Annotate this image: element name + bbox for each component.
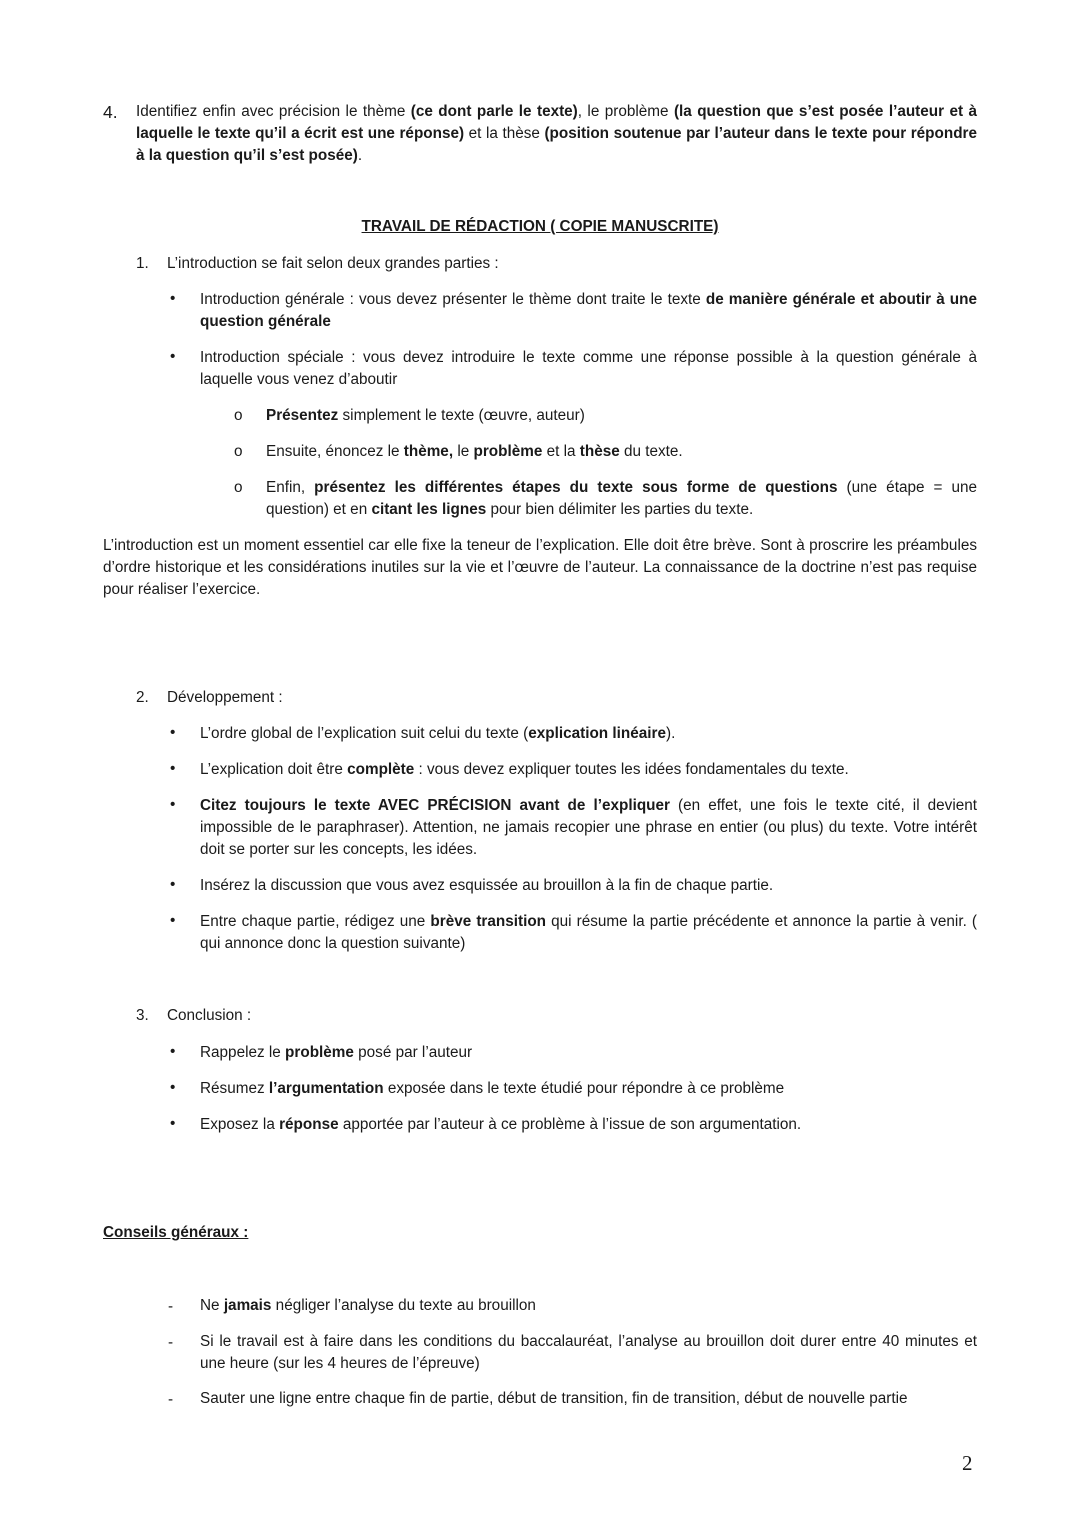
- intro-sub-presentez: Présentez simplement le texte (œuvre, auteur): [266, 407, 585, 424]
- dev-bullet-citez: Citez toujours le texte AVEC PRÉCISION avant de l’expliquer (en effet, une fois le texte cité, il devient impossible de le paraphraser). Attention, ne jamais recopier une phrase en entier (ou plus) du texte. Votre intérêt doit se porter sur les concepts, les idées.: [200, 797, 977, 858]
- intro-paragraph: L’introduction est un moment essentiel car elle fixe la teneur de l’explication. Elle doit être brève. Sont à proscrire les préambules d’ordre historique et les considérations inutiles sur la vie et l’œuvre de l’auteur. La connaissance de la doctrine n’est pas requise pour réaliser l’exercice.: [103, 537, 977, 598]
- conseil-sauter-ligne: Sauter une ligne entre chaque fin de partie, début de transition, fin de transition, début de nouvelle partie: [200, 1390, 908, 1407]
- intro-heading: L’introduction se fait selon deux grandes parties :: [167, 255, 499, 272]
- dash-bullet-icon: -: [168, 1334, 174, 1351]
- concl-bullet-argumentation: Résumez l’argumentation exposée dans le texte étudié pour répondre à ce problème: [200, 1080, 785, 1097]
- circle-bullet-icon: o: [234, 443, 243, 460]
- dev-number: 2.: [136, 689, 149, 706]
- dash-bullet-icon: -: [168, 1391, 174, 1408]
- item-4-number: 4.: [103, 102, 118, 122]
- conseil-duree: Si le travail est à faire dans les conditions du baccalauréat, l’analyse au brouillon doit durer entre 40 minutes et une heure (sur les 4 heures de l’épreuve): [200, 1333, 977, 1372]
- item-4-text: Identifiez enfin avec précision le thème (ce dont parle le texte), le problème (la question que s’est posée l’auteur et à laquelle le texte qu’il a écrit est une réponse) et la thèse (position soutenue par l’auteur dans le texte pour répondre à la question qu’il s’est posée).: [136, 103, 977, 164]
- bullet-icon: •: [170, 796, 176, 813]
- intro-bullet-speciale: Introduction spéciale : vous devez introduire le texte comme une réponse possible à la question générale à laquelle vous venez d’aboutir: [200, 349, 977, 388]
- circle-bullet-icon: o: [234, 407, 243, 424]
- bullet-icon: •: [170, 1079, 176, 1096]
- dev-bullet-ordre: L’ordre global de l’explication suit celui du texte (explication linéaire).: [200, 725, 676, 742]
- bullet-icon: •: [170, 348, 176, 365]
- intro-number: 1.: [136, 255, 149, 272]
- section-title: TRAVAIL DE RÉDACTION ( COPIE MANUSCRITE): [361, 218, 719, 235]
- intro-sub-enoncez: Ensuite, énoncez le thème, le problème et la thèse du texte.: [266, 443, 683, 460]
- conseils-heading: Conseils généraux :: [103, 1224, 249, 1241]
- dev-bullet-discussion: Insérez la discussion que vous avez esquissée au brouillon à la fin de chaque partie.: [200, 877, 774, 894]
- conseil-brouillon: Ne jamais négliger l’analyse du texte au brouillon: [200, 1297, 536, 1314]
- bullet-icon: •: [170, 724, 176, 741]
- dash-bullet-icon: -: [168, 1298, 174, 1315]
- dev-bullet-transition: Entre chaque partie, rédigez une brève transition qui résume la partie précédente et annonce la partie à venir. ( qui annonce donc la question suivante): [200, 913, 977, 952]
- concl-bullet-reponse: Exposez la réponse apportée par l’auteur à ce problème à l’issue de son argumentation.: [200, 1116, 802, 1133]
- bullet-icon: •: [170, 290, 176, 307]
- intro-sub-etapes: Enfin, présentez les différentes étapes du texte sous forme de questions (une étape = une question) et en citant les lignes pour bien délimiter les parties du texte.: [266, 479, 977, 518]
- page-number: 2: [962, 1451, 973, 1475]
- dev-bullet-complete: L’explication doit être complète : vous devez expliquer toutes les idées fondamentales du texte.: [200, 761, 849, 778]
- bullet-icon: •: [170, 876, 176, 893]
- bullet-icon: •: [170, 1043, 176, 1060]
- bullet-icon: •: [170, 912, 176, 929]
- dev-heading: Développement :: [167, 689, 283, 706]
- circle-bullet-icon: o: [234, 479, 243, 496]
- intro-bullet-generale: Introduction générale : vous devez présenter le thème dont traite le texte de manière générale et aboutir à une question générale: [200, 291, 977, 330]
- bullet-icon: •: [170, 1115, 176, 1132]
- concl-heading: Conclusion :: [167, 1007, 252, 1024]
- concl-number: 3.: [136, 1007, 149, 1024]
- bullet-icon: •: [170, 760, 176, 777]
- concl-bullet-probleme: Rappelez le problème posé par l’auteur: [200, 1044, 473, 1061]
